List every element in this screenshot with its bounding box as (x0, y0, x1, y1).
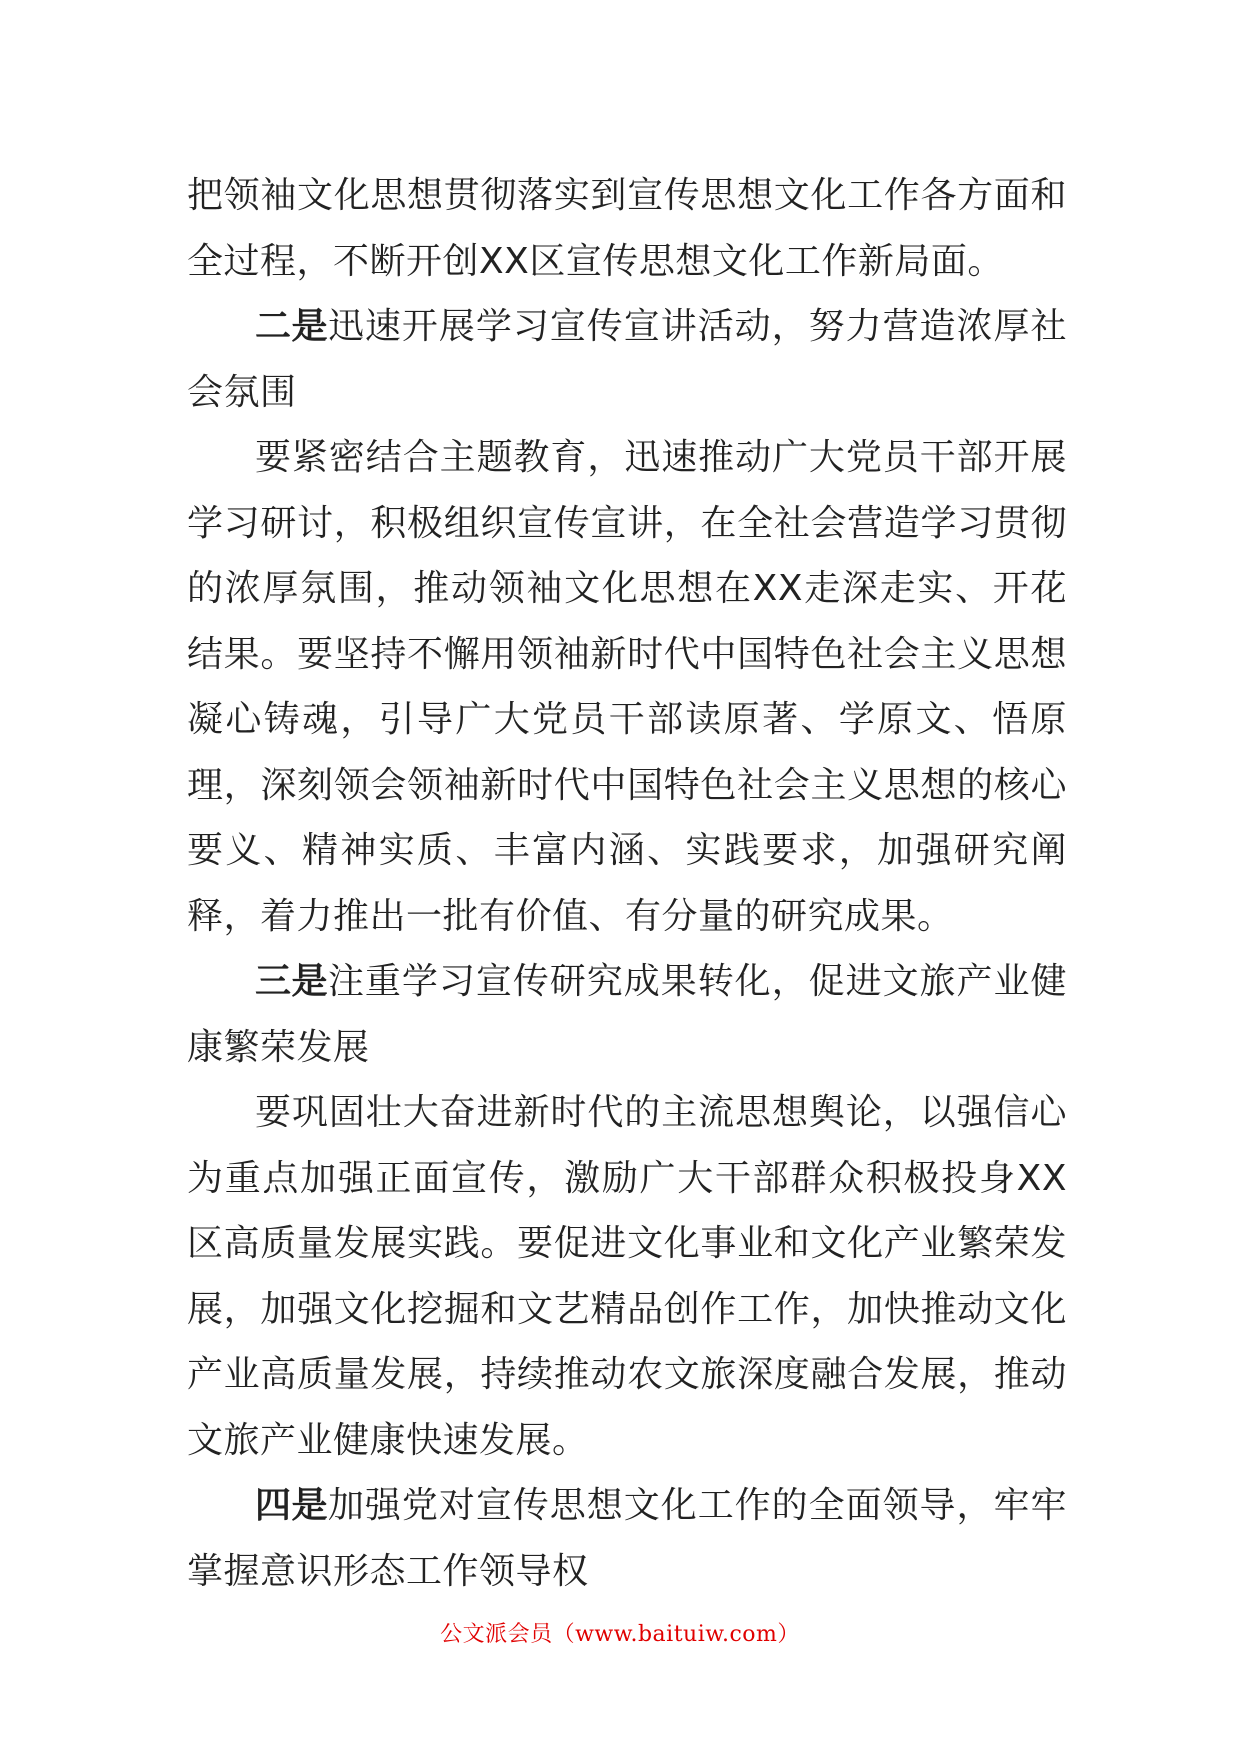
section-lead-label: 二是 (255, 306, 328, 347)
section-heading-2 (187, 294, 1067, 425)
paragraph (187, 425, 1067, 949)
section-lead-label: 四是 (255, 1485, 328, 1526)
section-heading-text: 注重学习宣传研究成果转化，促进文旅产业健康繁荣发展 (187, 961, 1067, 1068)
section-heading-4 (187, 1473, 1067, 1604)
paragraph-text: 把领袖文化思想贯彻落实到宣传思想文化工作各方面和全过程，不断开创XX区宣传思想文化工作新局面。 (187, 175, 1067, 282)
section-heading-text: 加强党对宣传思想文化工作的全面领导，牢牢掌握意识形态工作领导权 (187, 1485, 1067, 1592)
document-body (187, 163, 1067, 1604)
paragraph-text: 要紧密结合主题教育，迅速推动广大党员干部开展学习研讨，积极组织宣传宣讲，在全社会营造学习贯彻的浓厚氛围，推动领袖文化思想在XX走深走实、开花结果。要坚持不懈用领袖新时代中国特色社会主义思想凝心铸魂，引导广大党员干部读原著、学原文、悟原理，深刻领会领袖新时代中国特色社会主义思想的核心要义、精神实质、丰富内涵、实践要求，加强研究阐释，着力推出一批有价值、有分量的研究成果。 (187, 437, 1067, 937)
section-lead-label: 三是 (255, 961, 328, 1002)
paragraph (187, 1080, 1067, 1473)
footer-watermark: 公文派会员（www.baituiw.com） (440, 1622, 800, 1647)
paragraph (187, 163, 1067, 294)
section-heading-3 (187, 949, 1067, 1080)
section-heading-text: 迅速开展学习宣传宣讲活动，努力营造浓厚社会氛围 (187, 306, 1067, 413)
paragraph-text: 要巩固壮大奋进新时代的主流思想舆论，以强信心为重点加强正面宣传，激励广大干部群众积极投身XX区高质量发展实践。要促进文化事业和文化产业繁荣发展，加强文化挖掘和文艺精品创作工作，加快推动文化产业高质量发展，持续推动农文旅深度融合发展，推动文旅产业健康快速发展。 (187, 1092, 1067, 1461)
